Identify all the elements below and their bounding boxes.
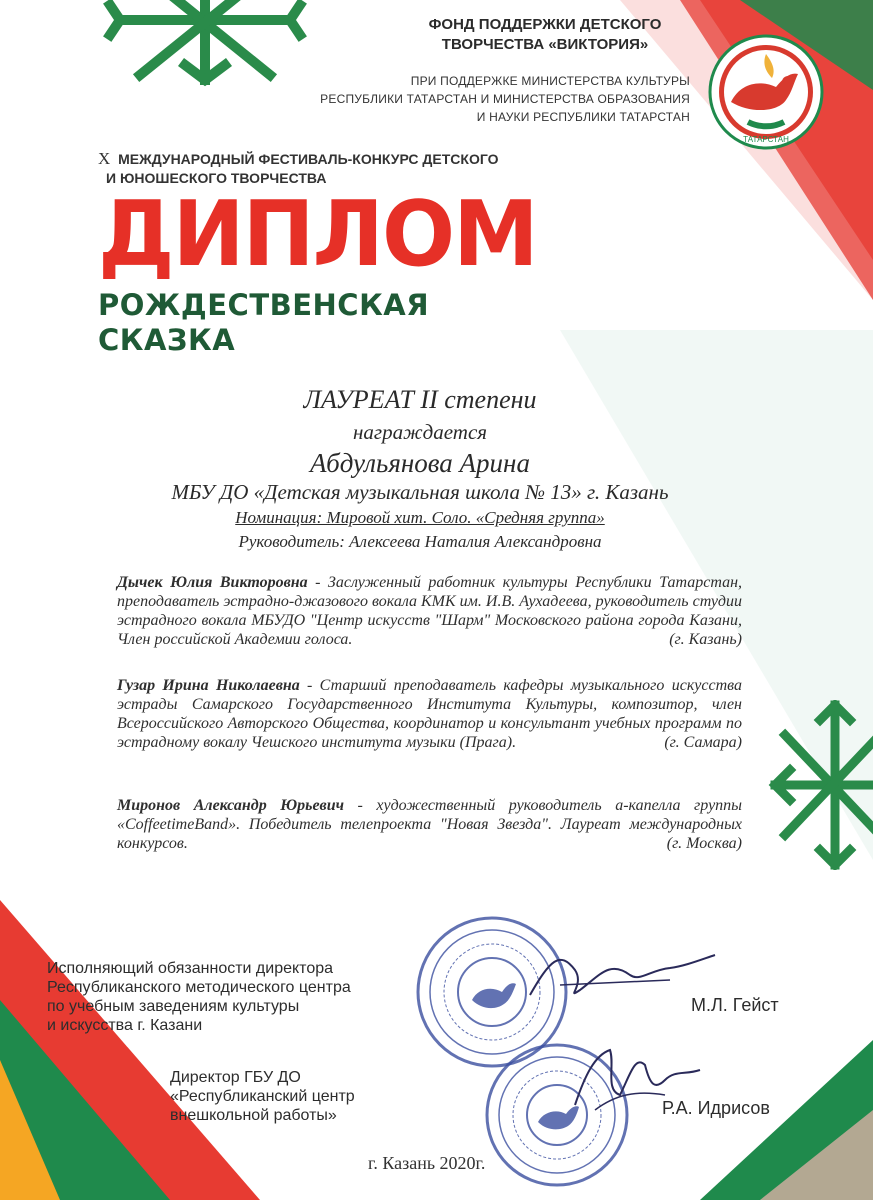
signatory-role — [170, 1068, 430, 1125]
support-line: РЕСПУБЛИКИ ТАТАРСТАН И МИНИСТЕРСТВА ОБРАЗОВАНИЯ — [320, 92, 690, 106]
event-name — [98, 288, 429, 358]
jury-city: (г. Самара) — [664, 734, 742, 751]
support-text — [300, 72, 690, 126]
event-line: РОЖДЕСТВЕНСКАЯ — [98, 288, 430, 322]
festival-line: МЕЖДУНАРОДНЫЙ ФЕСТИВАЛЬ-КОНКУРС ДЕТСКОГО — [118, 151, 499, 167]
event-line: СКАЗКА — [98, 323, 236, 357]
snow-leopard-emblem-icon — [706, 32, 826, 152]
signatory-name: М.Л. Гейст — [691, 995, 779, 1015]
organizer-name — [380, 15, 710, 55]
jury-name: Дычек Юлия Викторовна — [117, 574, 308, 591]
handwritten-signature — [520, 940, 720, 1020]
jury-member — [117, 796, 742, 853]
jury-description: - художественный руководитель а-капелла группы «CoffeetimeBand». Победитель телепроекта "Новая Звезда". Лауреат международных конкурсов. — [117, 797, 743, 852]
awarded-label: награждается — [352, 420, 488, 444]
jury-member — [117, 676, 742, 752]
snowflake-icon — [765, 700, 873, 870]
svg-text:ТАТАРСТАН: ТАТАРСТАН — [743, 135, 789, 144]
role-line: «Республиканский центр — [170, 1088, 355, 1105]
organizer-line: ТВОРЧЕСТВА «ВИКТОРИЯ» — [441, 36, 649, 53]
jury-city: (г. Москва) — [666, 835, 742, 852]
support-line: ПРИ ПОДДЕРЖКЕ МИНИСТЕРСТВА КУЛЬТУРЫ — [410, 74, 690, 88]
jury-name: Гузар Ирина Николаевна — [117, 677, 300, 694]
support-line: И НАУКИ РЕСПУБЛИКИ ТАТАРСТАН — [476, 110, 690, 124]
jury-city: (г. Казань) — [669, 631, 742, 648]
award-title: ЛАУРЕАТ II степени — [303, 385, 537, 414]
role-line: Исполняющий обязанности директора — [47, 960, 334, 977]
nomination: Номинация: Мировой хит. Соло. «Средняя группа» — [235, 508, 605, 527]
snowflake-icon — [100, 0, 320, 90]
festival-number: X — [98, 149, 111, 168]
jury-description: - Заслуженный работник культуры Республики Татарстан, преподаватель эстрадно-джазового вокала КМК им. И.В. Аухадеева, руководитель студии эстрадного вокала МБУДО "Центр искусств "Шарм" Московского района города Казани, Член российской Академии голоса. — [117, 574, 742, 648]
city-date: г. Казань 2020г. — [368, 1153, 486, 1173]
leader: Руководитель: Алексеева Наталия Александровна — [238, 532, 602, 551]
festival-line: И ЮНОШЕСКОГО ТВОРЧЕСТВА — [106, 170, 327, 186]
jury-description: - Старший преподаватель кафедры музыкального искусства эстрады Самарского Государственного Института Культуры, композитор, член Всероссийского Авторского Общества, координатор и консультант учебных программ по эстрадному вокалу Чешского института музыки (Прага). — [117, 677, 743, 751]
role-line: внешкольной работы» — [170, 1107, 337, 1124]
jury-name: Миронов Александр Юрьевич — [117, 797, 344, 814]
role-line: Директор ГБУ ДО — [170, 1069, 301, 1086]
recipient-name: Абдульянова Арина — [310, 448, 530, 478]
recipient-school: МБУ ДО «Детская музыкальная школа № 13» г. Казань — [171, 480, 669, 504]
signatory-role — [47, 959, 407, 1035]
signatory-name: Р.А. Идрисов — [662, 1098, 770, 1118]
organizer-line: ФОНД ПОДДЕРЖКИ ДЕТСКОГО — [428, 16, 662, 33]
diploma-title: ДИПЛОМ — [98, 182, 537, 287]
role-line: по учебным заведениям культуры — [47, 998, 300, 1015]
role-line: Республиканского методического центра — [47, 979, 351, 996]
role-line: и искусства г. Казани — [47, 1017, 203, 1034]
jury-member — [117, 573, 742, 649]
